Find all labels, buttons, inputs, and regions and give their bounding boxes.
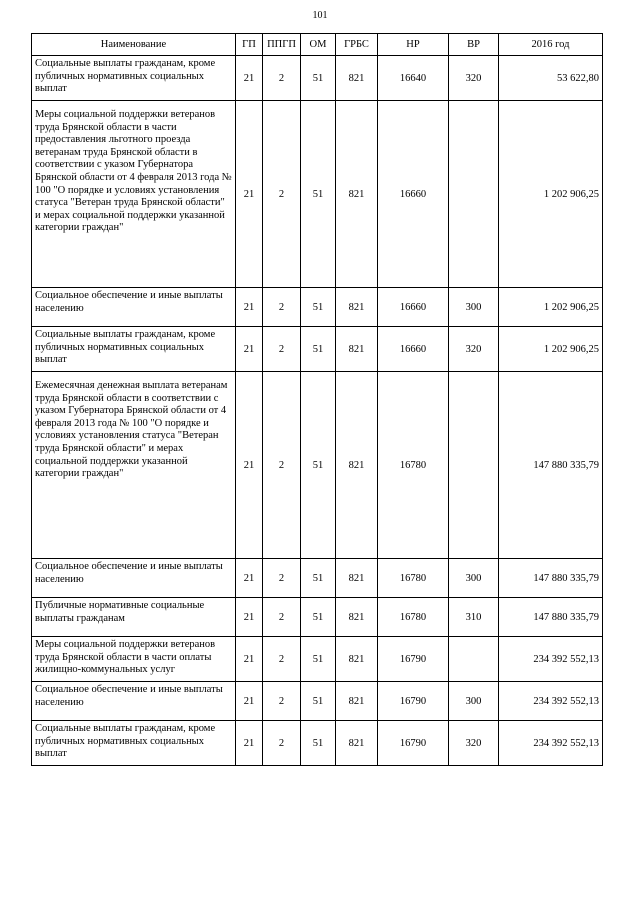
row-gp: 21 — [236, 598, 263, 637]
row-om: 51 — [301, 682, 336, 721]
table-row — [32, 559, 603, 598]
row-grbs: 821 — [336, 288, 378, 327]
header-grbs: ГРБС — [336, 34, 378, 56]
row-gp: 21 — [236, 682, 263, 721]
row-name: Ежемесячная денежная выплата ветеранам труда Брянской области в соответствии с указом Губернатора Брянской области от 4 февраля 2013 года № 100 "О порядке и условиях установления статуса "Ветеран труда Брянской области" и мерах социальной поддержки указанной категории граждан" — [32, 372, 236, 559]
row-ppgp: 2 — [263, 327, 301, 372]
row-vr: 310 — [449, 598, 499, 637]
row-amount: 147 880 335,79 — [499, 559, 603, 598]
row-om: 51 — [301, 721, 336, 766]
row-om: 51 — [301, 637, 336, 682]
header-gp: ГП — [236, 34, 263, 56]
row-nr: 16790 — [378, 637, 449, 682]
row-nr: 16660 — [378, 101, 449, 288]
row-om: 51 — [301, 598, 336, 637]
row-gp: 21 — [236, 559, 263, 598]
row-vr: 300 — [449, 682, 499, 721]
row-name: Публичные нормативные социальные выплаты гражданам — [32, 598, 236, 637]
row-ppgp: 2 — [263, 598, 301, 637]
row-nr: 16780 — [378, 559, 449, 598]
row-grbs: 821 — [336, 372, 378, 559]
row-vr: 300 — [449, 559, 499, 598]
row-om: 51 — [301, 559, 336, 598]
row-gp: 21 — [236, 721, 263, 766]
row-amount: 1 202 906,25 — [499, 101, 603, 288]
row-gp: 21 — [236, 637, 263, 682]
row-ppgp: 2 — [263, 721, 301, 766]
header-nr: НР — [378, 34, 449, 56]
row-amount: 1 202 906,25 — [499, 288, 603, 327]
table-header-row — [32, 34, 603, 56]
row-ppgp: 2 — [263, 637, 301, 682]
row-grbs: 821 — [336, 56, 378, 101]
row-amount: 234 392 552,13 — [499, 721, 603, 766]
row-nr: 16780 — [378, 372, 449, 559]
row-amount: 1 202 906,25 — [499, 327, 603, 372]
row-vr — [449, 637, 499, 682]
row-name: Социальное обеспечение и иные выплаты населению — [32, 288, 236, 327]
row-nr: 16780 — [378, 598, 449, 637]
row-nr: 16640 — [378, 56, 449, 101]
row-ppgp: 2 — [263, 372, 301, 559]
row-grbs: 821 — [336, 637, 378, 682]
row-vr — [449, 101, 499, 288]
row-gp: 21 — [236, 288, 263, 327]
row-ppgp: 2 — [263, 101, 301, 288]
row-om: 51 — [301, 372, 336, 559]
table-row — [32, 327, 603, 372]
row-ppgp: 2 — [263, 288, 301, 327]
row-name: Меры социальной поддержки ветеранов труда Брянской области в части оплаты жилищно-коммунальных услуг — [32, 637, 236, 682]
row-grbs: 821 — [336, 598, 378, 637]
row-name: Социальные выплаты гражданам, кроме публичных нормативных социальных выплат — [32, 721, 236, 766]
row-amount: 234 392 552,13 — [499, 682, 603, 721]
row-vr — [449, 372, 499, 559]
row-vr: 300 — [449, 288, 499, 327]
table-row — [32, 598, 603, 637]
row-om: 51 — [301, 101, 336, 288]
row-amount: 147 880 335,79 — [499, 372, 603, 559]
row-vr: 320 — [449, 721, 499, 766]
row-gp: 21 — [236, 56, 263, 101]
row-nr: 16660 — [378, 327, 449, 372]
table-row — [32, 372, 603, 559]
row-ppgp: 2 — [263, 559, 301, 598]
row-nr: 16790 — [378, 682, 449, 721]
table-row — [32, 56, 603, 101]
table-row — [32, 288, 603, 327]
row-ppgp: 2 — [263, 56, 301, 101]
row-nr: 16660 — [378, 288, 449, 327]
row-grbs: 821 — [336, 101, 378, 288]
header-name: Наименование — [32, 34, 236, 56]
row-om: 51 — [301, 288, 336, 327]
row-name: Социальные выплаты гражданам, кроме публичных нормативных социальных выплат — [32, 56, 236, 101]
row-vr: 320 — [449, 327, 499, 372]
row-gp: 21 — [236, 327, 263, 372]
row-om: 51 — [301, 327, 336, 372]
row-amount: 234 392 552,13 — [499, 637, 603, 682]
row-grbs: 821 — [336, 327, 378, 372]
table-row — [32, 637, 603, 682]
row-nr: 16790 — [378, 721, 449, 766]
row-grbs: 821 — [336, 721, 378, 766]
row-vr: 320 — [449, 56, 499, 101]
row-gp: 21 — [236, 101, 263, 288]
table-row — [32, 682, 603, 721]
table-row — [32, 101, 603, 288]
header-om: ОМ — [301, 34, 336, 56]
row-name: Меры социальной поддержки ветеранов труда Брянской области в части предоставления льготного проезда ветеранам труда Брянской области в соответствии с указом Губернатора Брянской области от 4 февраля 2013 года № 100 "О порядке и условиях установления статуса "Ветеран труда Брянской области" и мерах социальной поддержки указанной категории граждан" — [32, 101, 236, 288]
row-gp: 21 — [236, 372, 263, 559]
header-year: 2016 год — [499, 34, 603, 56]
row-amount: 53 622,80 — [499, 56, 603, 101]
row-name: Социальное обеспечение и иные выплаты населению — [32, 559, 236, 598]
budget-table — [31, 33, 603, 766]
row-name: Социальные выплаты гражданам, кроме публичных нормативных социальных выплат — [32, 327, 236, 372]
row-grbs: 821 — [336, 682, 378, 721]
row-amount: 147 880 335,79 — [499, 598, 603, 637]
table-row — [32, 721, 603, 766]
header-ppgp: ППГП — [263, 34, 301, 56]
page-number: 101 — [312, 10, 328, 21]
row-grbs: 821 — [336, 559, 378, 598]
header-vr: ВР — [449, 34, 499, 56]
row-name: Социальное обеспечение и иные выплаты населению — [32, 682, 236, 721]
row-om: 51 — [301, 56, 336, 101]
row-ppgp: 2 — [263, 682, 301, 721]
